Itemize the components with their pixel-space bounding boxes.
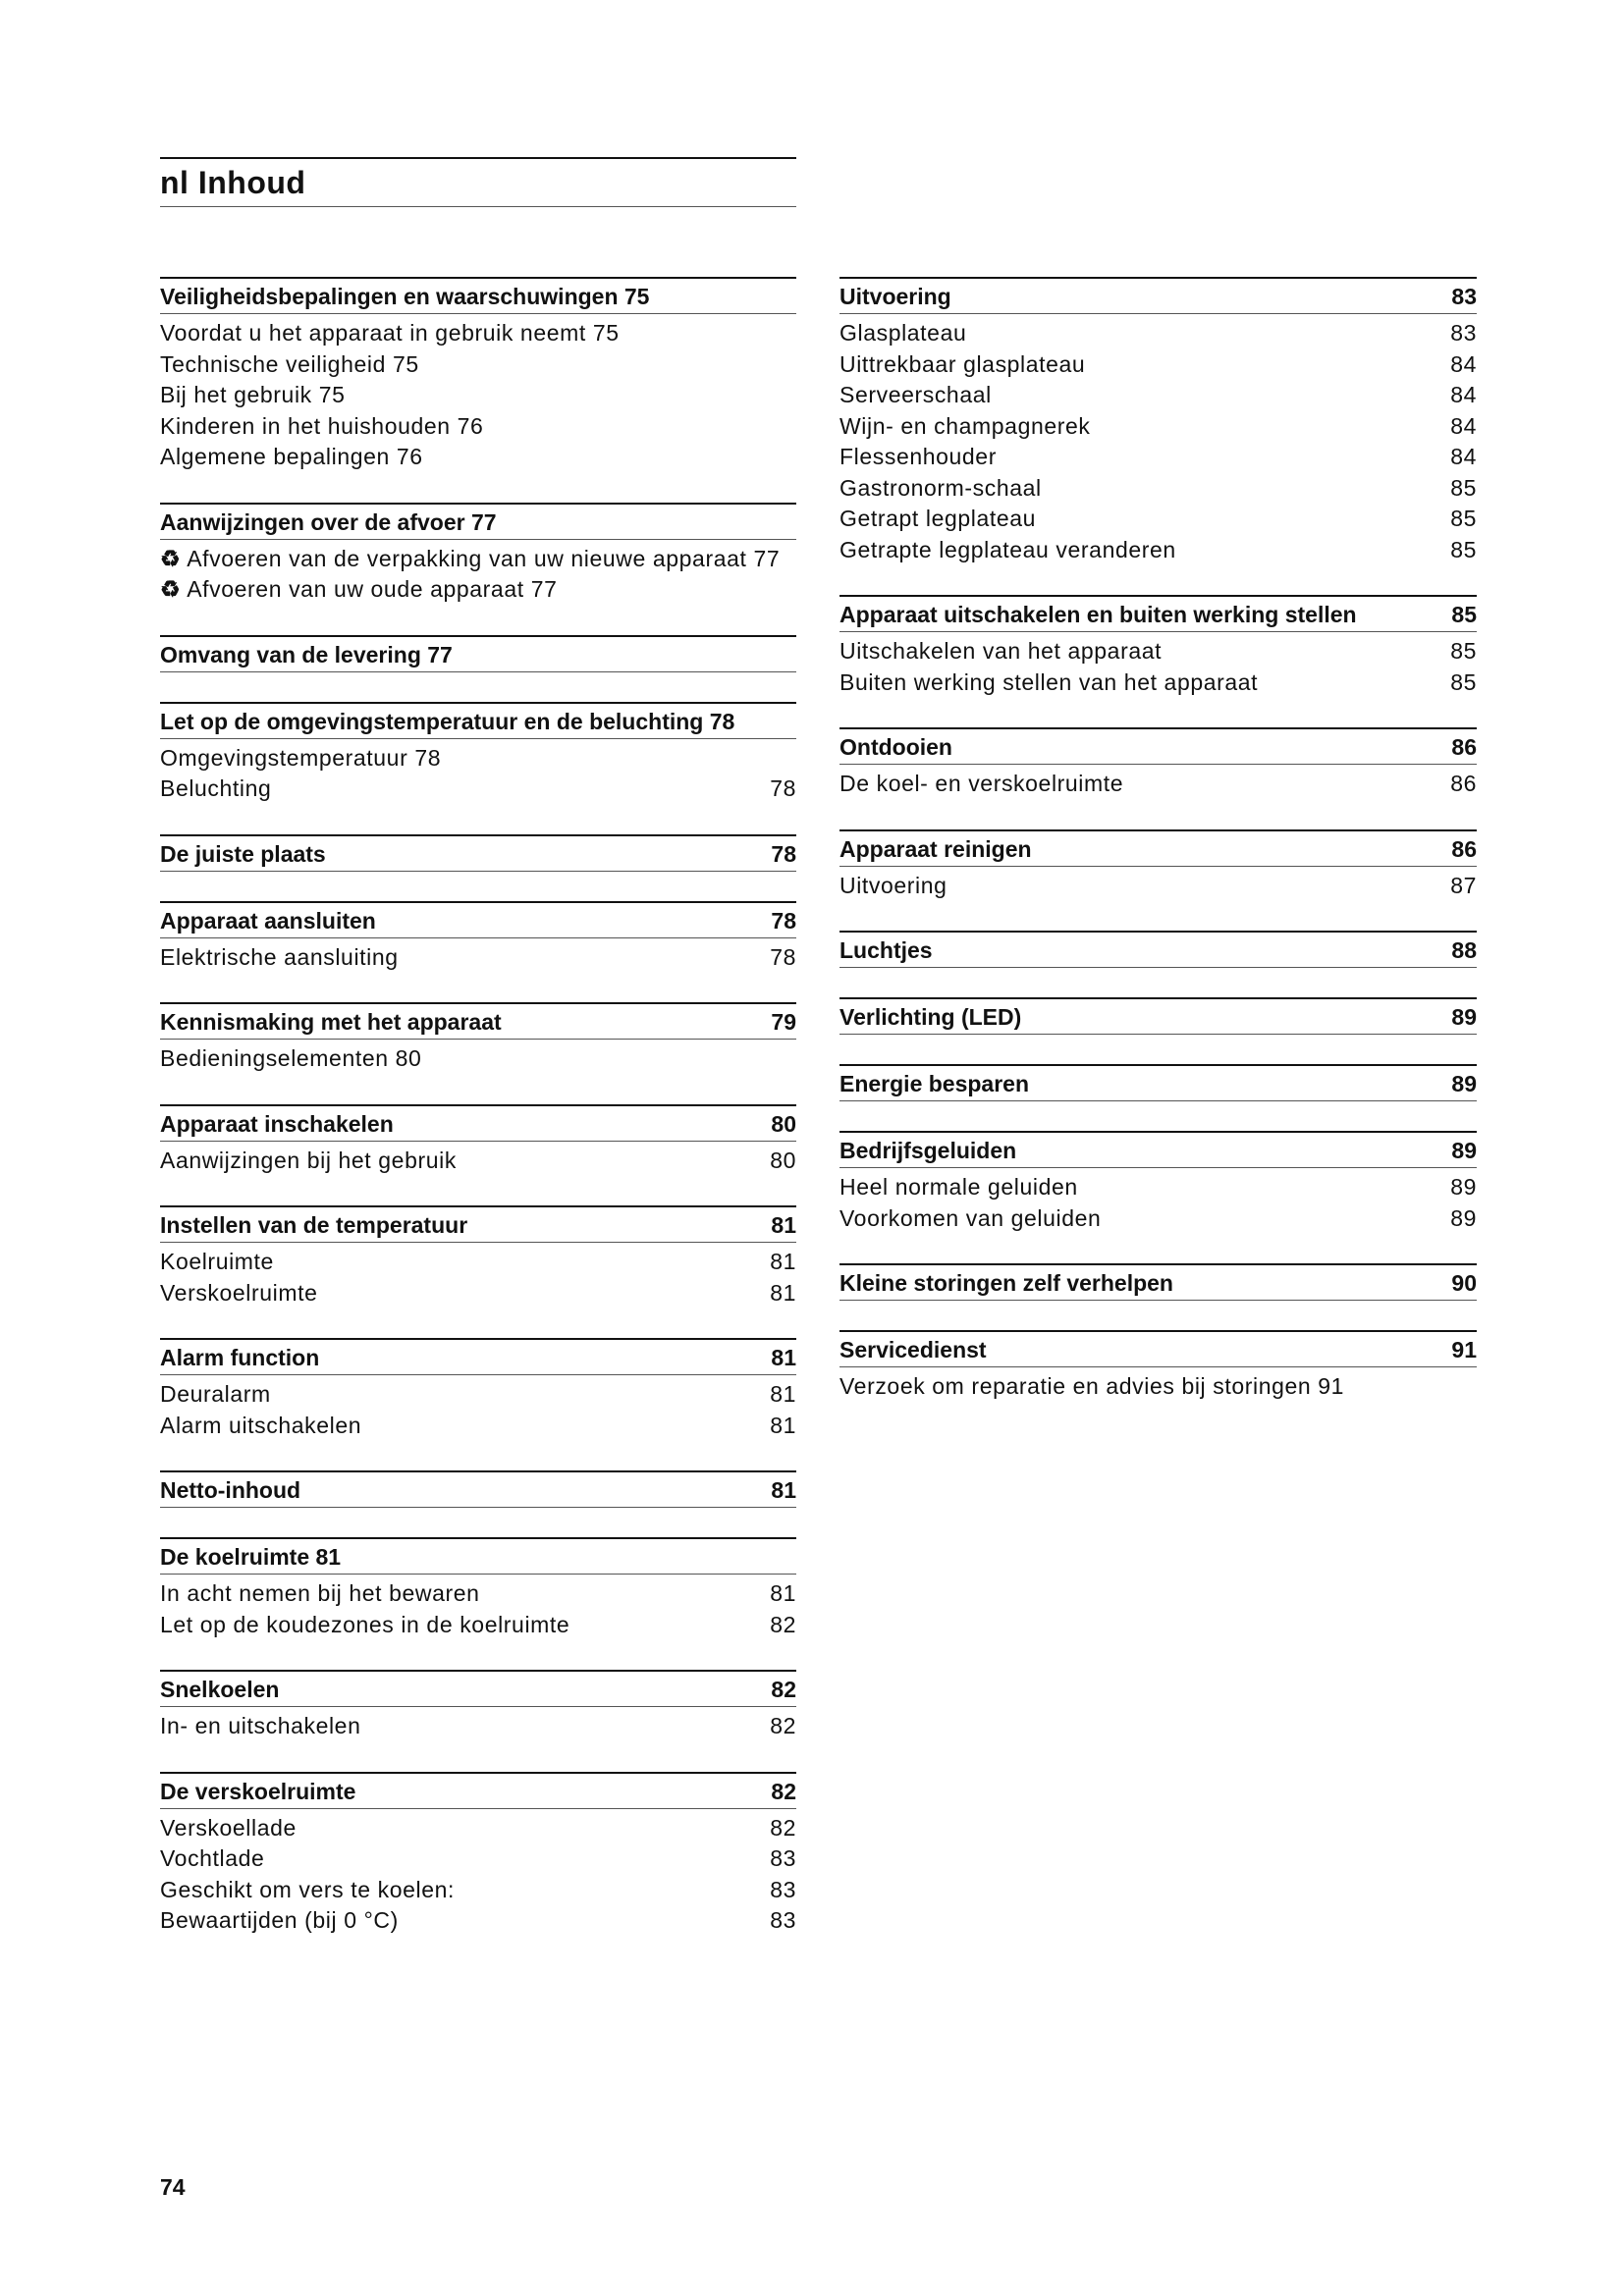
toc-section [160,635,796,672]
toc-section-page: 82 [771,1677,796,1702]
toc-item[interactable] [160,1379,796,1411]
toc-item[interactable] [160,743,796,774]
page-header [160,157,796,207]
toc-item-page: 82 [770,1814,796,1841]
toc-item[interactable] [160,380,796,411]
toc-item-page: 86 [1450,771,1477,796]
toc-item-text-wrap [160,411,786,443]
toc-section [839,1263,1477,1301]
toc-item-title: Getrapt legplateau [839,506,1037,531]
toc-left-column [160,277,796,1966]
toc-section-title: Kennismaking met het apparaat [160,1009,502,1035]
toc-section [160,1205,796,1308]
toc-item-title: Buiten werking stellen van het apparaat [839,668,1259,695]
toc-section [839,595,1477,698]
toc-section [160,834,796,872]
toc-section-heading[interactable] [839,1263,1477,1301]
toc-item-page: 84 [1450,444,1477,469]
toc-item-title: Beluchting [160,775,272,801]
toc-item-text-wrap [160,942,760,974]
toc-section-title: Energie besparen [839,1071,1030,1096]
toc-section-heading[interactable] [160,1772,796,1809]
toc-item-text-wrap [839,504,1440,535]
toc-item-list [839,867,1477,902]
toc-item-title: Voordat u het apparaat in gebruik neemt 75 [160,320,620,346]
toc-section [160,1772,796,1937]
toc-item-title: Koelruimte [160,1249,274,1274]
toc-item-title: Afvoeren van uw oude apparaat 77 [187,576,558,602]
toc-item-page: 85 [1450,536,1477,562]
toc-item-list [160,1142,796,1177]
toc-item-title: Uitschakelen van het apparaat [839,638,1163,664]
toc-item[interactable] [839,504,1477,535]
toc-item-text-wrap [839,411,1440,443]
toc-section [839,1064,1477,1101]
toc-section-page: 80 [771,1110,796,1137]
toc-section-title: Kleine storingen zelf verhelpen [839,1270,1173,1296]
toc-item-title: Bewaartijden (bij 0 °C) [160,1907,399,1933]
toc-section-title: Verlichting (LED) [839,1004,1022,1030]
toc-section-title: Apparaat inschakelen [160,1110,394,1137]
toc-item[interactable] [839,1371,1477,1403]
toc-section-page: 89 [1451,1004,1477,1030]
toc-item[interactable] [160,318,796,349]
toc-item-list [160,540,796,606]
toc-section [839,1330,1477,1403]
toc-item-text-wrap [160,380,786,411]
toc-section-page: 86 [1451,734,1477,760]
toc-item-list [160,938,796,974]
toc-item-title: In acht nemen bij het bewaren [160,1580,480,1606]
toc-item-page: 85 [1450,668,1477,695]
toc-section-title: Netto-inhoud [160,1477,301,1503]
toc-item-page: 85 [1450,638,1477,664]
toc-item[interactable] [839,318,1477,349]
toc-item-page: 83 [770,1907,796,1933]
toc-section-title: Apparaat aansluiten [160,907,376,934]
toc-section-page: 83 [1451,284,1477,309]
toc-section-heading[interactable] [160,1537,796,1575]
toc-item-text-wrap [160,743,786,774]
toc-item-page: 83 [1450,320,1477,346]
toc-item[interactable] [160,544,796,575]
toc-section-heading[interactable] [160,901,796,938]
toc-item[interactable] [160,1875,796,1906]
toc-item-text-wrap [839,380,1440,411]
toc-section-page: 89 [1451,1071,1477,1096]
toc-section-title: Alarm function [160,1345,320,1370]
toc-item[interactable] [160,574,796,606]
toc-section-page: 85 [1451,602,1477,627]
toc-item-title: Wijn- en champagnerek [839,412,1091,439]
toc-item-title: Serveerschaal [839,382,992,407]
toc-item-text-wrap [839,1203,1440,1235]
toc-item-title: Uittrekbaar glasplateau [839,350,1086,377]
toc-item-page: 85 [1450,474,1477,501]
toc-item-text-wrap [839,1172,1440,1203]
toc-item-list [160,1375,796,1441]
toc-item-text-wrap [160,574,786,606]
toc-item-list [160,1040,796,1075]
toc-section-title: Veiligheidsbepalingen en waarschuwingen 75 [160,284,650,309]
toc-section-title: Bedrijfsgeluiden [839,1138,1017,1163]
toc-item-text-wrap [160,1610,760,1641]
toc-item-title: Verzoek om reparatie en advies bij storingen 91 [839,1373,1345,1399]
toc-section-heading[interactable] [839,727,1477,765]
toc-section-title: Luchtjes [839,937,933,963]
toc-item-page: 87 [1450,872,1477,898]
toc-item[interactable] [839,769,1477,800]
toc-item[interactable] [160,1843,796,1875]
page-title: nl Inhoud [160,165,306,200]
toc-item-title: Gastronorm-schaal [839,474,1042,501]
toc-right-column [839,277,1477,1432]
toc-section-heading[interactable] [160,503,796,540]
toc-item-list [839,1168,1477,1234]
toc-section-heading[interactable] [160,277,796,314]
toc-section-title: Servicedienst [839,1337,987,1362]
toc-item-title: Verskoellade [160,1814,297,1841]
toc-item-list [160,1809,796,1937]
toc-item-title: Bedieningselementen 80 [160,1045,422,1071]
toc-item-text-wrap [160,442,786,473]
toc-item-page: 78 [770,943,796,970]
toc-item[interactable] [160,411,796,443]
toc-item-page: 82 [770,1713,796,1738]
toc-item[interactable] [160,442,796,473]
page-number: 74 [160,2174,186,2200]
toc-section-page: 82 [771,1778,796,1804]
toc-section-title: Aanwijzingen over de afvoer 77 [160,508,497,535]
toc-item-text-wrap [160,1578,760,1610]
toc-section-title: Omvang van de levering 77 [160,641,453,667]
toc-item-title: Bij het gebruik 75 [160,382,346,407]
toc-section-heading[interactable] [160,1470,796,1508]
toc-item-text-wrap [160,1843,760,1875]
toc-section [839,829,1477,902]
toc-section-page: 78 [771,840,796,867]
toc-item-page: 81 [770,1249,796,1274]
toc-item-title: In- en uitschakelen [160,1713,361,1738]
toc-item-text-wrap [160,1247,760,1278]
toc-item[interactable] [160,1610,796,1641]
toc-item-title: Alarm uitschakelen [160,1412,362,1438]
toc-item-text-wrap [160,1813,760,1844]
toc-item-text-wrap [839,442,1440,473]
toc-item[interactable] [160,1905,796,1937]
toc-section-title: Apparaat uitschakelen en buiten werking stellen [839,602,1357,627]
toc-item-title: Algemene bepalingen 76 [160,444,423,469]
toc-section-page: 81 [771,1477,796,1503]
toc-item-title: Geschikt om vers te koelen: [160,1876,455,1902]
toc-item-page: 80 [770,1147,796,1173]
toc-section [839,1131,1477,1234]
toc-item[interactable] [839,411,1477,443]
toc-item[interactable] [839,535,1477,566]
toc-item-page: 81 [770,1381,796,1407]
toc-section-title: Uitvoering [839,284,951,309]
recycle-icon: ♻ [160,576,182,602]
toc-item-list [839,314,1477,565]
toc-section-heading[interactable] [839,1064,1477,1101]
toc-item-title: Technische veiligheid 75 [160,350,419,377]
toc-section-heading[interactable] [839,829,1477,867]
toc-item[interactable] [839,442,1477,473]
toc-section-title: Instellen van de temperatuur [160,1212,468,1238]
toc-item[interactable] [160,1411,796,1442]
toc-section [160,1670,796,1742]
toc-section-page: 86 [1451,835,1477,862]
toc-section-heading[interactable] [839,277,1477,314]
toc-item-page: 78 [770,775,796,801]
toc-item-list [839,1367,1477,1403]
toc-section-heading[interactable] [839,997,1477,1035]
toc-item-page: 81 [770,1412,796,1438]
toc-item-page: 89 [1450,1174,1477,1200]
toc-item-list [160,739,796,805]
toc-section-page: 91 [1451,1337,1477,1362]
toc-section-title: De verskoelruimte [160,1778,356,1804]
toc-item-title: Glasplateau [839,320,967,346]
toc-item-list [839,632,1477,698]
toc-section [160,901,796,974]
toc-item-text-wrap [839,871,1440,902]
toc-item-page: 84 [1450,350,1477,377]
toc-item-title: Uitvoering [839,872,947,898]
toc-section-heading[interactable] [839,931,1477,968]
toc-section-page: 81 [771,1212,796,1238]
recycle-icon: ♻ [160,545,182,571]
toc-item-page: 84 [1450,412,1477,439]
toc-section [839,931,1477,968]
toc-section-page: 90 [1451,1270,1477,1296]
toc-item-title: Omgevingstemperatuur 78 [160,744,442,771]
toc-item-page: 89 [1450,1204,1477,1231]
toc-section-title: Apparaat reinigen [839,835,1032,862]
toc-section [160,1338,796,1441]
toc-item[interactable] [160,1813,796,1844]
toc-section-heading[interactable] [160,834,796,872]
toc-item-title: Heel normale geluiden [839,1174,1078,1200]
toc-section-heading[interactable] [839,595,1477,632]
toc-section [839,277,1477,565]
toc-item-list [160,1243,796,1308]
toc-item-title: Flessenhouder [839,444,997,469]
toc-section-page: 78 [771,907,796,934]
toc-item[interactable] [160,1578,796,1610]
toc-item-text-wrap [160,349,786,381]
toc-section-title: De koelruimte 81 [160,1544,342,1570]
toc-item[interactable] [839,667,1477,699]
toc-item-title: Getrapte legplateau veranderen [839,536,1176,562]
toc-item[interactable] [839,349,1477,381]
toc-item-list [160,314,796,473]
toc-item[interactable] [160,1711,796,1742]
toc-item[interactable] [839,473,1477,505]
toc-section [160,1104,796,1177]
toc-item-list [839,765,1477,800]
toc-item-list [160,1707,796,1742]
toc-section [839,727,1477,800]
toc-item-title: Elektrische aansluiting [160,943,399,970]
toc-item-text-wrap [839,349,1440,381]
toc-item-title: Afvoeren van de verpakking van uw nieuwe apparaat 77 [187,545,781,571]
toc-item[interactable] [160,774,796,805]
toc-item-page: 85 [1450,506,1477,531]
toc-item-text-wrap [160,1146,760,1177]
toc-section [160,1002,796,1075]
toc-section-page: 79 [771,1009,796,1035]
toc-section-heading[interactable] [160,1338,796,1375]
toc-item-text-wrap [839,1371,1467,1403]
toc-item-page: 81 [770,1580,796,1606]
toc-item[interactable] [839,871,1477,902]
toc-item-title: Verskoelruimte [160,1279,318,1306]
toc-item-text-wrap [160,1905,760,1937]
toc-item-title: De koel- en verskoelruimte [839,771,1124,796]
toc-section [160,1537,796,1640]
toc-section-heading[interactable] [839,1131,1477,1168]
toc-section [160,1470,796,1508]
toc-item-text-wrap [160,318,786,349]
toc-section-title: Let op de omgevingstemperatuur en de beluchting 78 [160,708,735,734]
toc-item-text-wrap [160,544,786,575]
toc-item-text-wrap [160,1875,760,1906]
toc-item-title: Kinderen in het huishouden 76 [160,412,484,439]
toc-section-heading[interactable] [160,1670,796,1707]
toc-item-title: Vochtlade [160,1845,265,1871]
toc-section [160,702,796,805]
toc-item-page: 81 [770,1279,796,1306]
toc-item-page: 83 [770,1876,796,1902]
toc-item-title: Deuralarm [160,1381,271,1407]
toc-item-text-wrap [839,473,1440,505]
toc-item[interactable] [839,1172,1477,1203]
toc-item[interactable] [160,349,796,381]
toc-section-heading[interactable] [160,635,796,672]
toc-item[interactable] [160,942,796,974]
toc-item-text-wrap [160,1411,760,1442]
toc-section-heading[interactable] [160,1104,796,1142]
toc-section-title: Snelkoelen [160,1677,280,1702]
toc-item-text-wrap [160,1043,786,1075]
toc-item-text-wrap [839,636,1440,667]
toc-section-heading[interactable] [839,1330,1477,1367]
toc-section-page: 89 [1451,1138,1477,1163]
toc-item[interactable] [839,380,1477,411]
toc-item-page: 83 [770,1845,796,1871]
toc-section-heading[interactable] [160,1205,796,1243]
toc-item-text-wrap [839,318,1440,349]
toc-item-text-wrap [160,1711,760,1742]
toc-section [160,277,796,473]
toc-item-text-wrap [839,535,1440,566]
toc-section [839,997,1477,1035]
toc-section-heading[interactable] [160,1002,796,1040]
toc-item-title: Voorkomen van geluiden [839,1204,1102,1231]
toc-item-text-wrap [160,1278,760,1309]
toc-section [160,503,796,606]
toc-section-title: De juiste plaats [160,840,326,867]
toc-item[interactable] [839,636,1477,667]
toc-item-title: Aanwijzingen bij het gebruik [160,1147,457,1173]
toc-item-page: 84 [1450,382,1477,407]
toc-item[interactable] [160,1278,796,1309]
toc-section-page: 81 [771,1345,796,1370]
toc-item-title: Let op de koudezones in de koelruimte [160,1611,570,1637]
toc-item-text-wrap [160,1379,760,1411]
toc-item[interactable] [160,1043,796,1075]
toc-item[interactable] [839,1203,1477,1235]
toc-item-list [160,1575,796,1640]
toc-item-text-wrap [160,774,760,805]
toc-item-text-wrap [839,769,1440,800]
toc-item-text-wrap [839,667,1440,699]
toc-item[interactable] [160,1146,796,1177]
toc-item-page: 82 [770,1611,796,1637]
toc-section-title: Ontdooien [839,734,952,760]
toc-section-page: 88 [1451,937,1477,963]
toc-section-heading[interactable] [160,702,796,739]
toc-item[interactable] [160,1247,796,1278]
